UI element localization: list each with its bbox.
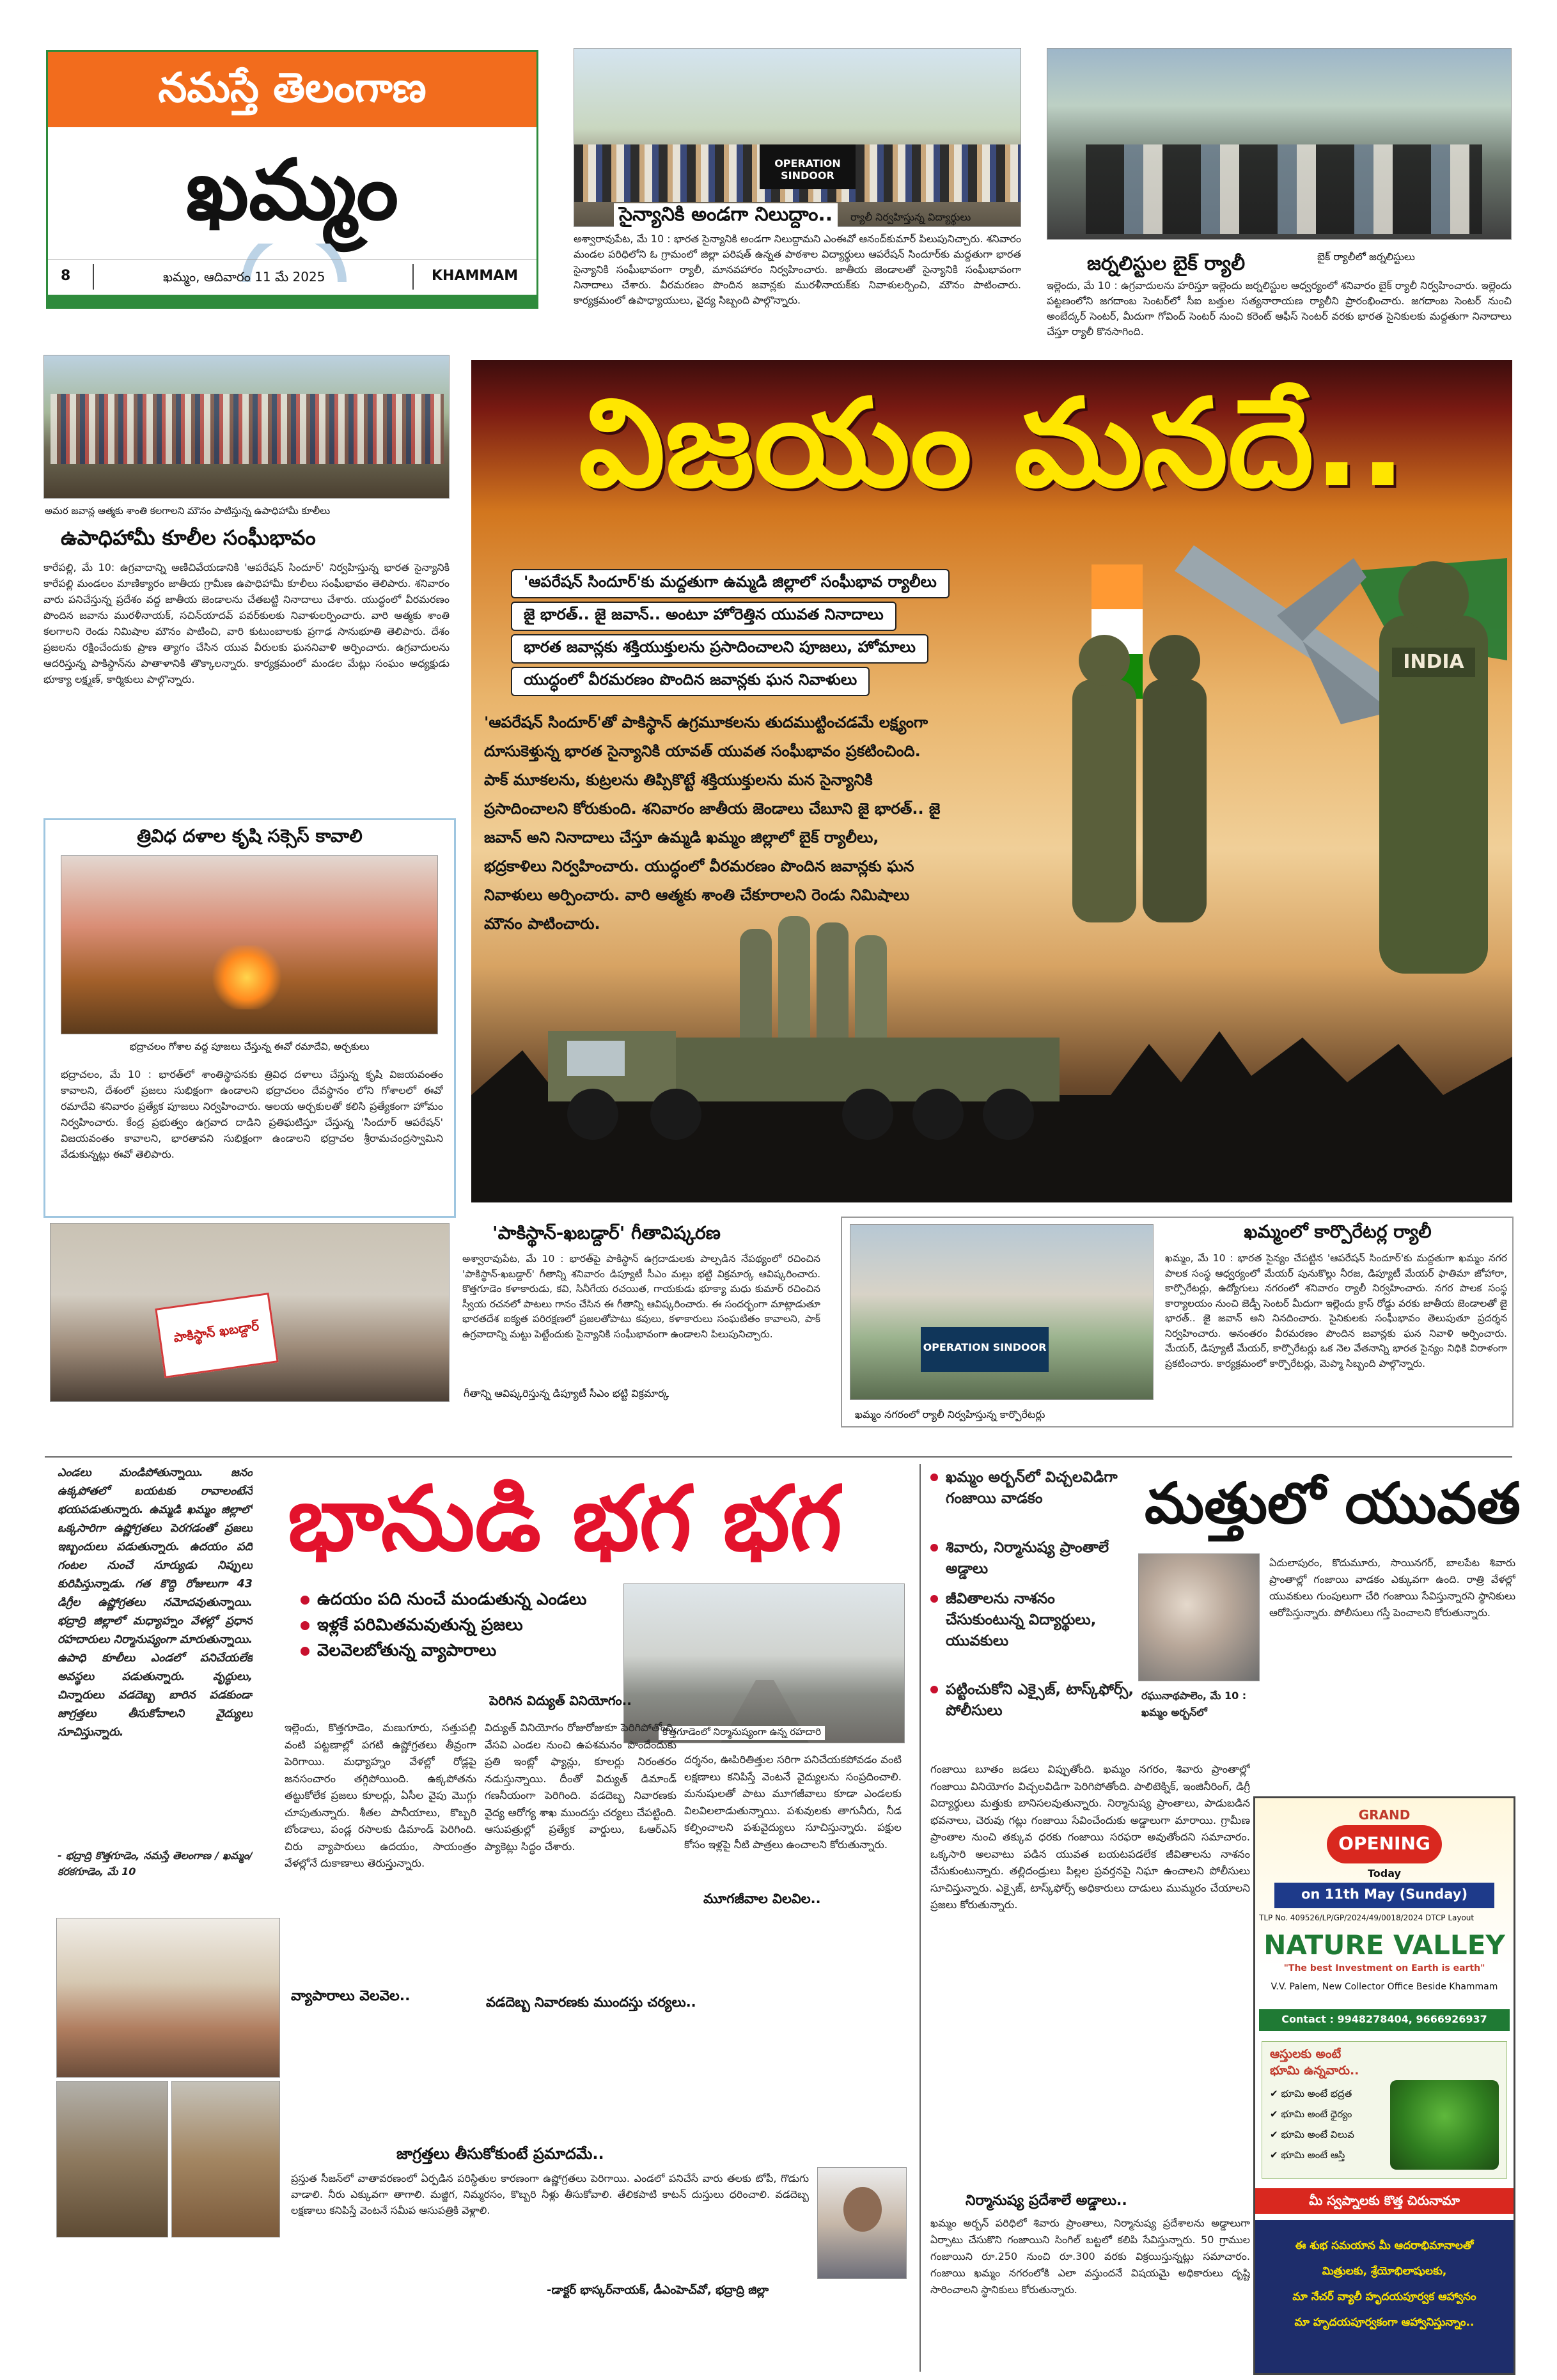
advert-item-1: ✔ భూమి అంటే భద్రత <box>1270 2088 1352 2099</box>
corporators-banner: OPERATION SINDOOR <box>921 1327 1049 1372</box>
upadhi-body: కారేపల్లి, మే 10: ఉగ్రవాదాన్ని అణిచివేయడానికి 'ఆపరేషన్ సిందూర్' నిర్వహిస్తున్న భారత సైన్యానికి కారేపల్లి మండలం మాణిక్యారం జాతీయ గ్రామీణ ఉపాధిహామీ కూలీలు సంఘీభావం తెలిపారు. శనివారం వారు పనిచేస్తున్న ప్రదేశం వద్ద జాతీయ జెండాలను చేతబట్టి నినాదాలు చేశారు. యుద్ధంలో వీరమరణం పొందిన జవాను మురళీనాయక్, సచిన్‌యాదవ్ పవర్‌కులకు నివాళులర్పించారు. వారి ఆత్మకు శాంతి కలగాలని రెండు నిమిషాల మౌనం పాటించి, వారి కుటుంబాలకు ప్రగాఢ సానుభూతి తెలిపారు. దేశం ప్రజలను రక్షించేందుకు ప్రాణ త్యాగం చేసిన యువ వీరులకు ఘననివాళి అర్పించారు. ఉగ్రవాదులను ఆదరిస్తున్న పాకిస్థాన్‌ను పాతాళానికి తొక్కాలన్నారు. కార్యక్రమంలో మండల మేట్లు సంఘం అధ్యక్షుడు భూక్యా లక్ష్మణ్, కార్మికులు పాల్గొన్నారు. <box>43 561 450 685</box>
corporators-caption: ఖమ్మం నగరంలో ర్యాలీ నిర్వహిస్తున్న కార్పొరేటర్లు <box>855 1408 1045 1420</box>
edition-name: ఖమ్మం <box>185 141 399 238</box>
masthead <box>46 50 538 309</box>
heat-sub-5: జాగ్రత్తలు తీసుకోకుంటే ప్రమాదమే.. <box>396 2145 604 2163</box>
heat-col-2: విద్యుత్ వినియోగం రోజురోజుకూ పెరిగిపోతోంది. వేసవి ఎండల నుంచి ఉపశమనం పొందేందుకు ప్రతి ఇంట్లో ఫ్యాన్లు, కూలర్లు నిరంతరం నడుస్తున్నాయి. దీంతో విద్యుత్ డిమాండ్ గణనీయంగా పెరిగింది. వడదెబ్బ నివారణకు వైద్య ఆరోగ్య శాఖ ముందస్తు చర్యలు చేపట్టింది. ఆసుపత్రుల్లో ప్రత్యేక వార్డులు, ఓఆర్ఎస్ ప్యాకెట్లు సిద్ధం చేశారు. <box>485 1722 677 1853</box>
advert-date: on 11th May (Sunday) <box>1274 1883 1494 1908</box>
drugs-bullet-4: పట్టించుకోని ఎక్సైజ్, టాస్క్‌ఫోర్స్, పోలీసులు <box>946 1681 1134 1719</box>
advert-address: V.V. Palem, New Collector Office Beside Khammam <box>1271 1982 1498 1992</box>
drugs-subhead: నిర్మానుష్య ప్రదేశాలే అడ్డాలు.. <box>966 2193 1127 2209</box>
page-number: 8 <box>61 268 71 284</box>
heat-market-photo-1 <box>56 1918 280 2078</box>
advert-opening: OPENING <box>1327 1825 1442 1863</box>
edition-english: KHAMMAM <box>432 268 519 284</box>
lead-story <box>471 360 1512 1202</box>
pakistan-song-body: అశ్వారావుపేట, మే 10 : భారత్‌పై పాకిస్థాన్ ఉగ్రదాడులకు పాల్పడిన నేపథ్యంలో రచించిన 'పాకిస్థాన్-ఖబడ్దార్' గీతాన్ని శనివారం డిప్యూటీ సీఎం మల్లు భట్టి విక్రమార్క ఆవిష్కరించారు. కొత్తగూడెం కళాకారుడు, కవి, సినీగేయ రచయిత, గాయకుడు భూక్యా మధు కుమార్‌ రచించిన స్వీయ రచనలో పాటలు గానం చేసిన ఈ గీతాన్ని ఆవిష్కరించారు. ఈ సందర్భంగా మాట్లాడుతూ భారతదేశ ఐక్యత పరిరక్షణలో ప్రజలతోపాటు కవులు, కళాకారులు సంఘటితం కావాలని, పాక్ ఉగ్రవాదాన్ని మట్టు పెట్టేందుకు సైన్యానికి సంఘీభావంగా ఉండాలని పిలుపునిచ్చారు. <box>462 1253 820 1340</box>
heat-bullet-3: వెలవెలబోతున్న వ్యాపారాలు <box>301 1641 496 1664</box>
heat-sub-3: వడదెబ్బ నివారణకు ముందస్తు చర్యలు.. <box>486 1995 696 2010</box>
heat-sub-4: మూగజీవాల విలవిల.. <box>703 1891 821 1910</box>
advert-footer-3: మా నేచర్ వ్యాలీ హృదయపూర్వక ఆహ్వానం <box>1292 2291 1476 2303</box>
pakistan-song-headline: 'పాకిస్థాన్-ఖబడ్దార్' గీతావిష్కరణ <box>492 1222 721 1243</box>
lead-deck-2: జై భారత్.. జై జవాన్.. అంటూ హోరెత్తిన యువత నినాదాలు <box>511 602 896 631</box>
advert-item-4: ✔ భూమి అంటే ఆస్తి <box>1270 2149 1345 2161</box>
corporators-photo <box>850 1224 1154 1400</box>
drugs-bullet-1: ఖమ్మం అర్బన్‌లో విచ్చలవిడిగా గంజాయి వాడకం <box>946 1469 1118 1507</box>
drugs-headline: మత్తులో యువత <box>1145 1470 1521 1536</box>
rally-photo <box>574 48 1021 227</box>
advert-today: Today <box>1368 1867 1401 1879</box>
drugs-dateline: రఘునాథపాలెం, మే 10 : ఖమ్మం అర్బన్‌లో <box>1141 1690 1247 1718</box>
india-label: INDIA <box>1403 651 1464 673</box>
heat-market-photo-3 <box>171 2081 280 2237</box>
drugs-bullet-3: జీవితాలను నాశనం చేసుకుంటున్న విద్యార్థులు, యువకులు <box>946 1591 1097 1649</box>
krushi-caption: భద్రాచలం గోశాల వద్ద పూజలు చేస్తున్న ఈవో రమాదేవి, అర్చకులు <box>129 1041 370 1052</box>
bike-rally-body: ఇల్లెందు, మే 10 : ఉగ్రవాదులను హరిస్తూ ఇల్లెందు జర్నలిస్టుల ఆధ్వర్యంలో శనివారం బైక్ ర్యాలీ నిర్వహించారు. ఇల్లెందు పట్టణంలోని జగదాంబ సెంటర్‌లో సీఐ బత్తుల సత్యనారాయణ ర్యాలీని ప్రారంభించారు. జగదాంబ సెంటర్ నుంచి అంబేద్కర్ సెంటర్, మీదుగా గోవింద్ సెంటర్ నుంచి కరెంట్ ఆఫీస్ సెంటర్ వరకు భారత సైనికులకు మద్దతుగా నినాదాలు చేస్తూ ర్యాలీ కొనసాగింది. <box>1047 279 1512 338</box>
advert-q1: ఆస్తులకు అంటే <box>1270 2047 1342 2061</box>
song-poster: పాకిస్థాన్ ఖబడ్దార్ <box>155 1293 279 1378</box>
corporators-body: ఖమ్మం, మే 10 : భారత సైన్యం చేపట్టిన 'ఆపరేషన్ సిందూర్'కు మద్దతుగా ఖమ్మం నగర పాలక సంస్థ ఆధ్వర్యంలో మేయర్ పునుకొల్లు నీరజ, డిప్యూటీ మేయర్ ఫాతిమా జోహారా, కార్పొరేటర్లు, ఉద్యోగులు నగరంలో శనివారం ర్యాలీ నిర్వహించారు. నగర పాలక సంస్థ కార్యాలయం నుంచి జెడ్పీ సెంటర్ మీదుగా ఇల్లెందు క్రాస్ రోడ్డు వరకు జాతీయ జెండాలతో జై భారత్.. జై జవాన్ అని నినదించారు. సైనికులకు సంఘీభావం తెలుపుతూ ప్రదర్శన నిర్వహించారు. అనంతరం వీరమరణం పొందిన జవాన్లకు ఘన నివాళి అర్పించారు. మేయర్, డిప్యూటీ మేయర్, కార్పొరేటర్లు ఒక నెల వేతనాన్ని భారత సైన్యం నిధికి విరాళంగా ప్రకటించారు. కార్యక్రమంలో కార్పొరేటర్లు, మెప్మా సిబ్బంది పాల్గొన్నారు. <box>1165 1252 1507 1369</box>
bike-rally-caption: బైక్ ర్యాలీలో జర్నలిస్టులు <box>1317 251 1415 263</box>
operation-sindoor-banner: OPERATION SINDOOR <box>760 144 856 189</box>
pakistan-song-caption: గీతాన్ని ఆవిష్కరిస్తున్న డిప్యూటీ సీఎం భట్టి విక్రమార్క <box>464 1387 669 1399</box>
advert-tree-image <box>1390 2080 1499 2170</box>
krushi-box <box>43 818 456 1218</box>
masthead-green-band <box>48 295 536 307</box>
rally-photo-caption: ర్యాలీ నిర్వహిస్తున్న విద్యార్థులు <box>850 211 971 223</box>
heat-col-3: దర్శనం, ఊపిరితిత్తుల సరిగా పనిచేయకపోవడం వంటి లక్షణాలు కనిపిస్తే వెంటనే వైద్యులను సంప్రదించాలి. మనుషులతో పాటు మూగజీవాలు కూడా ఎండలకు విలవిలలాడుతున్నాయి. పశువులకు తాగునీరు, నీడ కల్పించాలని పశువైద్యులు సూచిస్తున్నారు. పక్షుల కోసం ఇళ్లపై నీటి పాత్రలు ఉంచాలని కోరుతున్నారు. <box>684 1754 902 1851</box>
drugs-side: ఏదులాపురం, కొదుమూరు, సాయినగర్, బాలపేట శివారు ప్రాంతాల్లో గంజాయి వాడకం ఎక్కువగా ఉంది. రాత్రి వేళల్లో యువకులు గుంపులుగా చేరి గంజాయి సేవిస్తున్నారని స్థానికులు ఆరోపిస్తున్నారు. పోలీసులు గస్తీ పెంచాలని కోరుతున్నారు. <box>1269 1557 1515 1619</box>
krushi-photo <box>61 855 438 1034</box>
advert-tagline: "The best Investment on Earth is earth" <box>1283 1963 1485 1973</box>
drugs-photo <box>1138 1553 1260 1681</box>
advert-brand: NATURE VALLEY <box>1264 1929 1505 1961</box>
krushi-body: భద్రాచలం, మే 10 : భారత్‌లో శాంతిస్థాపనకు త్రివిధ దళాలు చేస్తున్న కృషి విజయవంతం కావాలని, దేశంలో ప్రజలు సుభిక్షంగా ఉండాలని భద్రాచలం దేవస్థానం లోని గోశాలలో ఈవో రమాదేవి శనివారం ప్రత్యేక పూజలు నిర్వహించారు. ఆలయ అర్చకులతో కలిసి ప్రత్యేకంగా హోమం నిర్వహించారు. కేంద్ర ప్రభుత్వం ఉగ్రవాద దాడిని ప్రతిఘటిస్తూ చేస్తున్న 'సిందూర్ ఆపరేషన్' విజయవంతం కావాలని, భారతావని సుభిక్షంగా ఉండాలని భద్రాచల శ్రీరామచంద్రస్వామిని వేడుకున్నట్లు ఈవో తెలిపారు. <box>61 1068 443 1160</box>
heat-intro: ఎండలు మండిపోతున్నాయి. జనం ఉక్కపోతలో బయటకు రావాలంటేనే భయపడుతున్నారు. ఉమ్మడి ఖమ్మం జిల్లాలో ఒక్కసారిగా ఉష్ణోగ్రతలు పెరగడంతో ప్రజలు ఇబ్బందులు పడుతున్నారు. ఉదయం పది గంటల నుంచే సూర్యుడు నిప్పులు కురిపిస్తున్నాడు. గత కొద్ది రోజులుగా 43 డిగ్రీల ఉష్ణోగ్రతలు నమోదవుతున్నాయి. భద్రాద్రి జిల్లాలో మధ్యాహ్నం వేళల్లో ప్రధాన రహదారులు నిర్మానుష్యంగా మారుతున్నాయి. ఉపాధి కూలీలు ఎండలో పనిచేయలేక అవస్థలు పడుతున్నారు. వృద్ధులు, చిన్నారులు వడదెబ్బ బారిన పడకుండా జాగ్రత్తలు తీసుకోవాలని వైద్యులు సూచిస్తున్నారు. <box>58 1466 253 1739</box>
dateline: ఖమ్మం, ఆదివారం 11 మే 2025 <box>163 269 325 284</box>
masthead-footer <box>48 260 536 294</box>
upadhi-headline: ఉపాధిహామీ కూలీల సంఘీభావం <box>61 525 316 550</box>
rally-body: అశ్వారావుపేట, మే 10 : భారత సైన్యానికి అండగా నిలుద్దామని ఎంఈవో ఆనంద్‌కుమార్ పిలుపునిచ్చారు. శనివారం మండల పరిధిలోని ఓ గ్రామంలో జిల్లా పరిషత్ ఉన్నత పాఠశాల విద్యార్థులు ఆపరేషన్ సిందూర్‌కు మద్దతుగా భారత సైన్యానికి సంఘీభావంగా ర్యాలీ, మానవహారం నిర్వహించారు. జాతీయ జెండాలతో సైన్యానికి సంఘీభావంగా నినాదాలు చేశారు. వీరమరణం పొందిన జవాన్లకు మురళీనాయక్‌కు నివాళులర్పించి, మౌనం పాటించారు. కార్యక్రమంలో ఉపాధ్యాయులు, వైద్య సిబ్బంది పాల్గొన్నారు. <box>574 233 1021 306</box>
heat-market-photo-2 <box>56 2081 168 2237</box>
advert-item-3: ✔ భూమి అంటే విలువ <box>1270 2129 1354 2140</box>
advert-item-2: ✔ భూమి అంటే ధైర్యం <box>1270 2108 1352 2120</box>
pakistan-song-photo <box>50 1223 450 1402</box>
upadhi-photo <box>43 355 450 499</box>
advert-footer-4: మా హృదయపూర్వకంగా ఆహ్వానిస్తున్నాం.. <box>1294 2316 1475 2329</box>
lead-deck-1: 'ఆపరేషన్ సిందూర్'కు మద్దతుగా ఉమ్మడి జిల్లాలో సంఘీభావ ర్యాలీలు <box>511 569 950 598</box>
lead-deck-4: యుద్ధంలో వీరమరణం పొందిన జవాన్లకు ఘన నివాళులు <box>511 667 870 696</box>
advert-contact: Contact : 9948278404, 9666926937 <box>1259 2009 1510 2031</box>
missile-launcher-artwork <box>471 903 1512 1202</box>
heat-byline: - భద్రాద్రి కొత్తగూడెం, నమస్తే తెలంగాణ / ఖమ్మం/కరకగూడెం, మే 10 <box>58 1849 253 1878</box>
nature-valley-advert <box>1253 1796 1515 2375</box>
bike-rally-headline: జర్నలిస్టుల బైక్ ర్యాలీ <box>1087 253 1246 275</box>
corporators-headline: ఖమ్మంలో కార్పొరేటర్ల ర్యాలీ <box>1244 1221 1432 1242</box>
lead-headline: విజయం మనదే.. <box>579 373 1406 514</box>
upadhi-photo-caption: అమర జవాన్ల ఆత్మకు శాంతి కలగాలని మౌనం పాటిస్తున్న ఉపాధిహామీ కూలీలు <box>45 505 331 517</box>
heat-bullet-2: ఇళ్లకే పరిమితమవుతున్న ప్రజలు <box>301 1615 523 1638</box>
drugs-body-2: ఖమ్మం అర్బన్ పరిధిలో శివారు ప్రాంతాలు, నిర్మానుష్య ప్రదేశాలను అడ్డాలుగా ఏర్పాటు చేసుకొని గంజాయిని సింగిల్ బట్టలో కలిపి సేవిస్తున్నారు. 50 గ్రాముల గంజాయిని రూ.250 నుంచి రూ.300 వరకు విక్రయిస్తున్నట్లు సమాచారం. గంజాయి ఖమ్మం నగరంలోకి ఎలా వస్తుందనే విషయమై అధికారులు దృష్టి సారించాలని స్థానికులు కోరుతున్నారు. <box>930 2217 1250 2296</box>
heat-headline: భానుడి భగ భగ <box>288 1467 842 1571</box>
corporators-box <box>841 1217 1514 1427</box>
drugs-bullet-2: శివారు, నిర్మానుష్య ప్రాంతాలే అడ్డాలు <box>946 1539 1109 1577</box>
bike-rally-photo <box>1047 48 1512 240</box>
brand-name: నమస్తే తెలంగాణ <box>158 65 426 112</box>
advert-slogan: మీ స్వప్నాలకు కొత్త చిరునామా <box>1255 2188 1514 2214</box>
heat-bullet-1: ఉదయం పది నుంచే మండుతున్న ఎండలు <box>301 1590 586 1613</box>
masthead-brand-bar <box>48 52 536 127</box>
krushi-headline: త్రివిధ దళాల కృషి సక్సెస్ కావాలి <box>137 825 363 846</box>
doctor-portrait <box>817 2167 907 2279</box>
drugs-body: గంజాయి బూతం జడలు విప్పుతోంది. ఖమ్మం నగరం, శివారు ప్రాంతాల్లో గంజాయి వినియోగం విచ్చలవిడిగా పెరిగిపోతోంది. పాలిటెక్నిక్, ఇంజినీరింగ్, డిగ్రీ విద్యార్థులు మత్తుకు బానిసలవుతున్నారు. నిర్మానుష్య ప్రాంతాలు, పాడుబడిన భవనాలు, చెరువు గట్లు గంజాయి సేవించేందుకు అడ్డాలుగా మారాయి. గ్రామీణ ప్రాంతాల నుంచి తక్కువ ధరకు గంజాయి సరఫరా అవుతోందని సమాచారం. ఒక్కసారి అలవాటు పడిన యువత బయటపడలేక జీవితాలను నాశనం చేసుకుంటున్నారు. తల్లిదండ్రులు పిల్లల ప్రవర్తనపై నిఘా ఉంచాలని పోలీసులు సూచిస్తున్నారు. ఎక్సైజ్, టాస్క్‌ఫోర్స్ అధికారులు దాడులు ముమ్మరం చేయాలని ప్రజలు కోరుతున్నారు. <box>930 1763 1250 1911</box>
rally-headline: సైన్యానికి అండగా నిలుద్దాం.. <box>614 203 838 230</box>
advert-footer-2: మిత్రులకు, శ్రేయోభిలాషులకు, <box>1322 2265 1447 2278</box>
heat-doctor-text: ప్రస్తుత సీజన్‌లో వాతావరణంలో ఏర్పడిన పరిస్థితుల కారణంగా ఉష్ణోగ్రతలు పెరిగాయి. ఎండలో పనిచేసే వారు తలకు టోపీ, గొడుగు వాడాలి. నీరు ఎక్కువగా తాగాలి. మజ్జిగ, నిమ్మరసం, కొబ్బరి నీళ్లు తీసుకోవాలి. తేలికపాటి కాటన్ దుస్తులు ధరించాలి. వడదెబ్బ లక్షణాలు కనిపిస్తే వెంటనే సమీప ఆసుపత్రికి వెళ్లాలి. <box>291 2172 809 2216</box>
drugs-bullets <box>930 1467 1141 1755</box>
heat-doctor-sign: -డాక్టర్ భాస్కర్‌నాయక్, డీఎంహెచ్‌వో, భద్రాద్రి జిల్లా <box>547 2283 769 2297</box>
heat-road-caption: కొత్తగూడెంలో నిర్మానుష్యంగా ఉన్న రహదారి <box>659 1726 825 1740</box>
lead-body: 'ఆపరేషన్ సిందూర్'తో పాకిస్థాన్ ఉగ్రమూకలను తుదముట్టించడమే లక్ష్యంగా దూసుకెళ్తున్న భారత సైన్యానికి యావత్ యువత సంఘీభావం ప్రకటించింది. పాక్ మూకలను, కుట్రలను తిప్పికొట్టే శక్తియుక్తులను మన సైన్యానికి ప్రసాదించాలని కోరుకుంది. శనివారం జాతీయ జెండాలు చేబూని జై భారత్.. జై జవాన్ అని నినాదాలు చేస్తూ ఉమ్మడి ఖమ్మం జిల్లాలో బైక్ ర్యాలీలు, భద్రకాళిలు నిర్వహించారు. యుద్ధంలో వీరమరణం పొందిన జవాన్లకు ఘన నివాళులు అర్పించారు. వారి ఆత్మకు శాంతి చేకూరాలని రెండు నిమిషాలు మౌనం పాటించారు. <box>484 713 941 933</box>
advert-lp: TLP No. 409526/LP/GP/2024/49/0018/2024 DTCP Layout <box>1259 1913 1475 1922</box>
heat-sub-1: పెరిగిన విద్యుత్ వినియోగం.. <box>489 1693 632 1708</box>
heat-sub-2: వ్యాపారాలు వెలవెల.. <box>291 1988 411 2004</box>
advert-footer-1: ఈ శుభ సమయాన మీ ఆదరాభిమానాలతో <box>1295 2239 1474 2252</box>
heat-col-1: ఇల్లెందు, కొత్తగూడెం, మణుగూరు, సత్తుపల్లి వంటి పట్టణాల్లో పగటి ఉష్ణోగ్రతలు తీవ్రంగా పెరిగాయి. మధ్యాహ్నం వేళల్లో రోడ్లపై జనసంచారం తగ్గిపోయింది. ఉక్కపోతను తట్టుకోలేక ప్రజలు కూలర్లు, ఏసీల వైపు మొగ్గు చూపుతున్నారు. శీతల పానీయాలు, కొబ్బరి బోండాలు, పండ్ల రసాలకు డిమాండ్ పెరిగింది. చిరు వ్యాపారులు ఉదయం, సాయంత్రం వేళల్లోనే దుకాణాలు తెరుస్తున్నారు. <box>285 1722 476 1869</box>
advert-grand: GRAND <box>1358 1807 1411 1823</box>
lead-deck-3: భారత జవాన్లకు శక్తియుక్తులను ప్రసాదించాలని పూజలు, హోమాలు <box>511 634 928 664</box>
advert-q2: భూమి ఉన్నవారు.. <box>1270 2064 1359 2078</box>
